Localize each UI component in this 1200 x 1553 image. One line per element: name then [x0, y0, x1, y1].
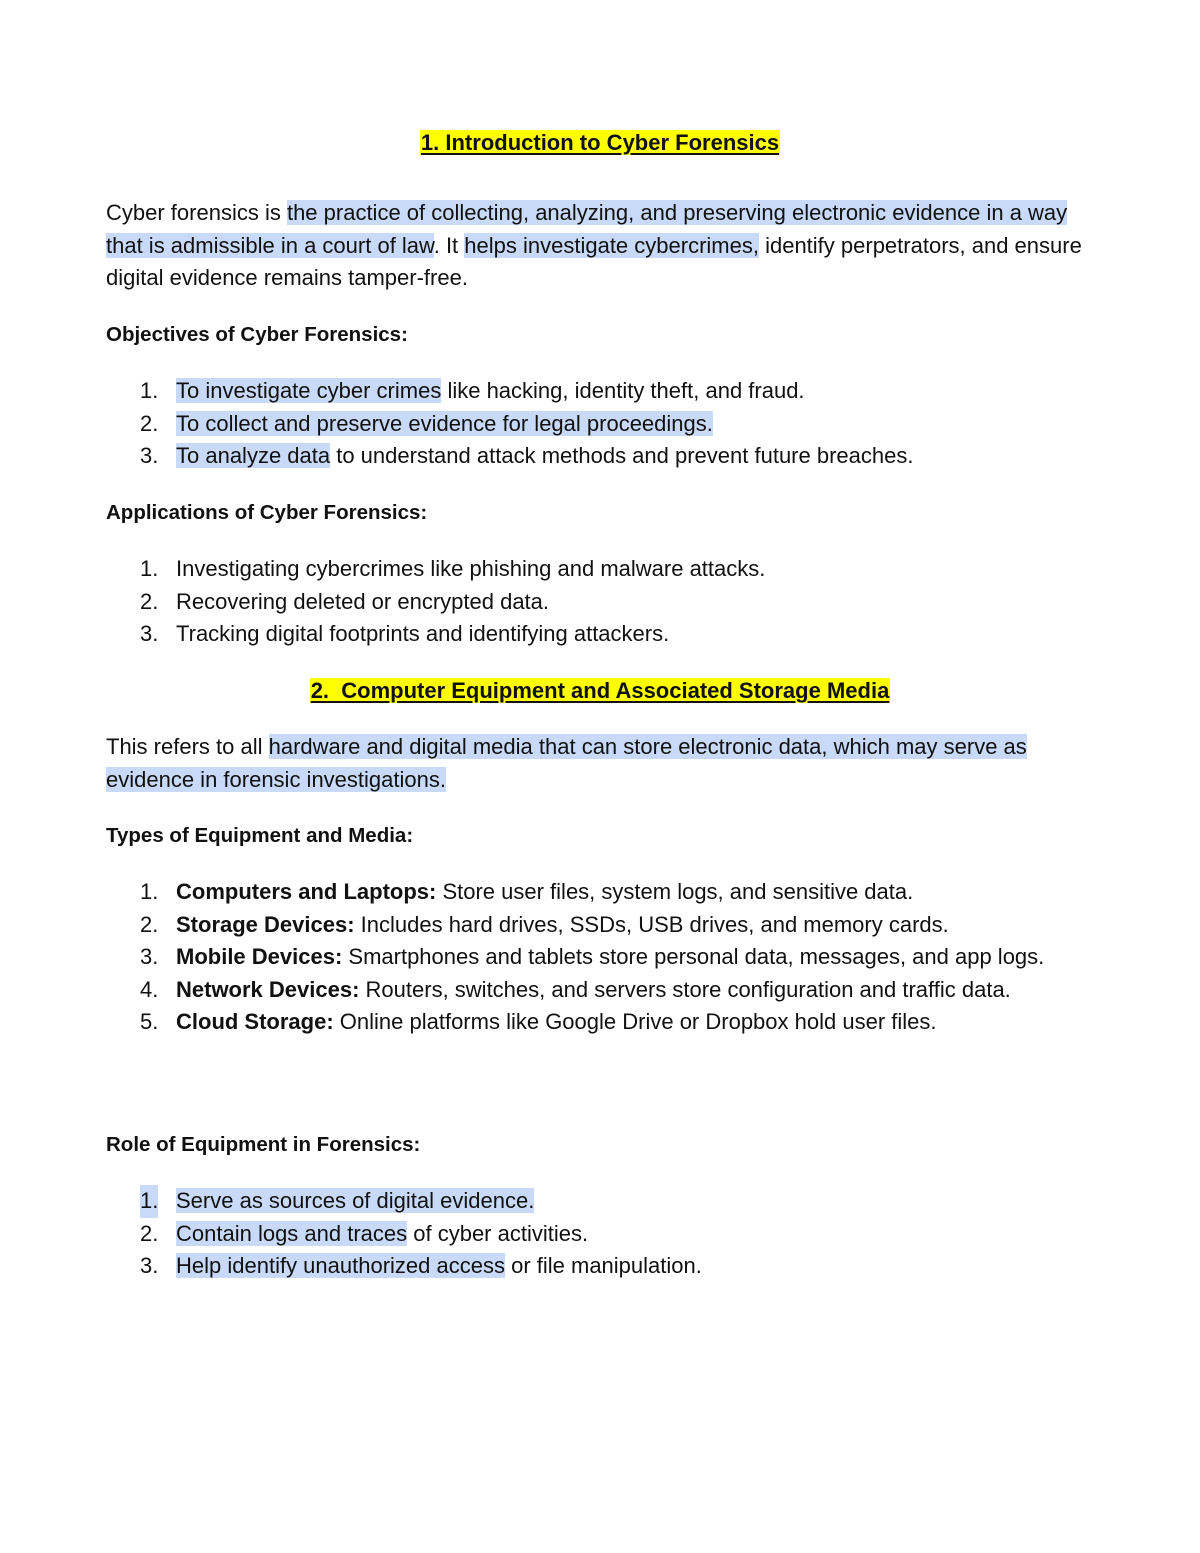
list-item: 5. Cloud Storage: Online platforms like Google Drive or Dropbox hold user files.: [140, 1009, 937, 1035]
section-heading-intro: 1. Introduction to Cyber Forensics: [420, 130, 780, 155]
objectives-list: [106, 375, 1086, 473]
list-item: 2. To collect and preserve evidence for legal proceedings.: [140, 410, 713, 436]
list-item: 3. Mobile Devices: Smartphones and tablets store personal data, messages, and app logs.: [140, 944, 1045, 970]
equipment-intro-paragraph: This refers to all hardware and digital media that can store electronic data, which may serve as evidence in forensic investigations.: [106, 734, 1027, 792]
intro-paragraph: Cyber forensics is the practice of collecting, analyzing, and preserving electronic evidence in a way that is admissible in a court of law. It helps investigate cybercrimes, identify perpetrators, and ensure digital evidence remains tamper-free.: [106, 200, 1082, 291]
objectives-title: Objectives of Cyber Forensics:: [106, 323, 408, 346]
section-heading-equipment: 2. Computer Equipment and Associated Storage Media: [310, 678, 890, 703]
types-list: [106, 876, 1086, 1039]
list-item: 2. Recovering deleted or encrypted data.: [140, 588, 550, 614]
roles-list: [106, 1185, 1086, 1283]
applications-list: [106, 553, 1086, 651]
list-item: 1. To investigate cyber crimes like hacking, identity theft, and fraud.: [140, 378, 805, 403]
list-item: 2. Contain logs and traces of cyber activities.: [140, 1220, 589, 1246]
list-item: 2. Storage Devices: Includes hard drives, SSDs, USB drives, and memory cards.: [140, 911, 949, 937]
list-item: 3. To analyze data to understand attack methods and prevent future breaches.: [140, 443, 914, 469]
roles-title: Role of Equipment in Forensics:: [106, 1133, 421, 1156]
list-item: 3. Help identify unauthorized access or file manipulation.: [140, 1253, 702, 1279]
list-item: 1. Investigating cybercrimes like phishing and malware attacks.: [140, 556, 766, 581]
list-item: 4. Network Devices: Routers, switches, and servers store configuration and traffic data.: [140, 976, 1011, 1002]
applications-title: Applications of Cyber Forensics:: [106, 501, 428, 524]
list-item: 3. Tracking digital footprints and identifying attackers.: [140, 621, 670, 647]
types-title: Types of Equipment and Media:: [106, 824, 414, 847]
list-item: 1. Computers and Laptops: Store user files, system logs, and sensitive data.: [140, 879, 914, 904]
list-item: 1. Serve as sources of digital evidence.: [106, 1185, 1086, 1218]
